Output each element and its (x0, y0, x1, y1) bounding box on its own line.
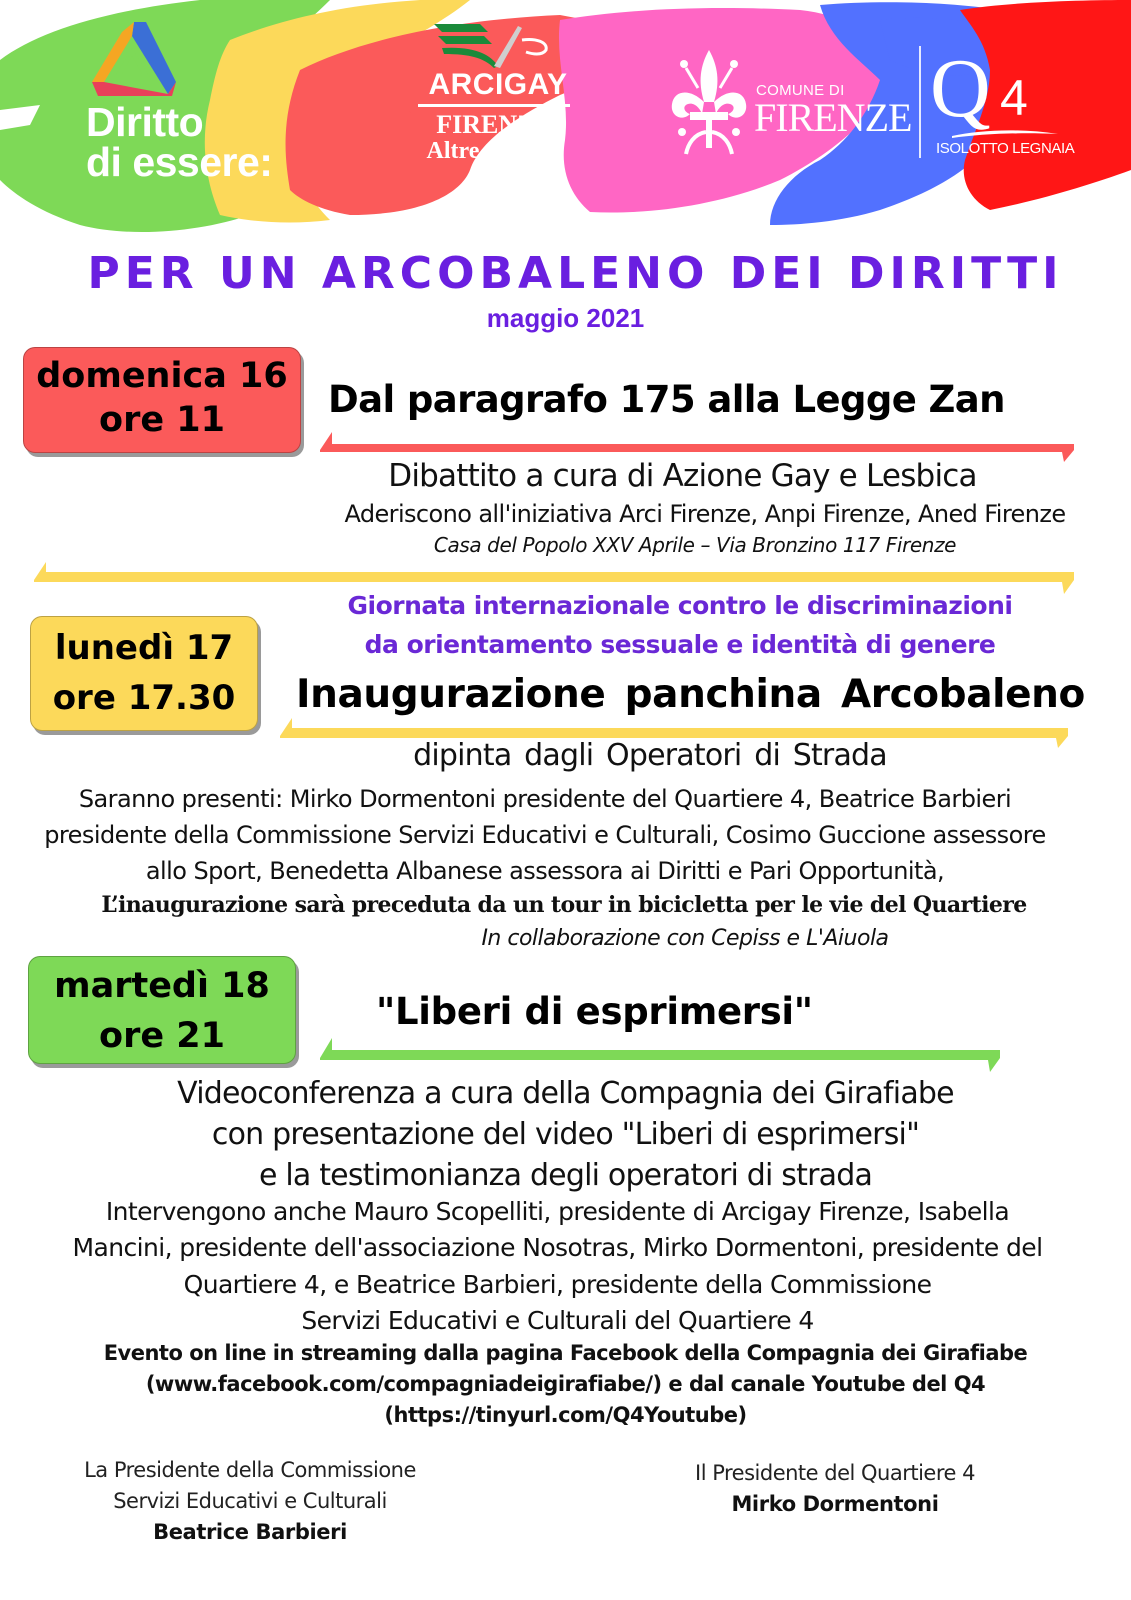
event3-speakers-line1: Intervengono anche Mauro Scopelliti, presidente di Arcigay Firenze, Isabella (105, 1197, 1010, 1226)
event2-collaboration: In collaborazione con Cepiss e L'Aiuola (481, 926, 889, 951)
event3-title: "Liberi di esprimersi" (376, 990, 813, 1033)
q4-swoosh-icon (950, 128, 1060, 140)
event1-adhesion: Aderiscono all'iniziativa Arci Firenze, Anpi Firenze, Aned Firenze (344, 500, 1066, 528)
fleur-de-lis-icon (668, 48, 750, 160)
arcigay-subtitle: Altre Sponde (426, 138, 562, 164)
q4-subtitle: ISOLOTTO LEGNAIA (936, 140, 1075, 157)
event3-streaming-youtube-link: (https://tinyurl.com/Q4Youtube) (384, 1403, 747, 1427)
signature-left-name: Beatrice Barbieri (153, 1520, 347, 1544)
event3-date-badge (28, 956, 296, 1064)
event3-date: martedì 18 (54, 966, 270, 1006)
arcigay-rule (418, 104, 570, 107)
event3-speakers-line4: Servizi Educativi e Culturali del Quartiere 4 (301, 1306, 814, 1335)
event2-presence-line3: allo Sport, Benedetta Albanese assessora ai Diritti e Pari Opportunità, (145, 857, 945, 885)
event2-date-badge (30, 616, 258, 731)
comune-line1: COMUNE DI (756, 82, 845, 99)
event3-arrow-underline (318, 1034, 1006, 1074)
diritto-logo-line2: di essere: (86, 139, 273, 185)
event1-title: Dal paragrafo 175 alla Legge Zan (328, 378, 1005, 421)
event3-speakers-line3: Quartiere 4, e Beatrice Barbieri, presidente della Commissione (183, 1270, 932, 1299)
signature-quartiere-president (630, 1458, 1040, 1520)
logo-q4-isolotto-legnaia (930, 42, 1120, 164)
event2-time: ore 17.30 (52, 678, 236, 718)
event1-description: Dibattito a cura di Azione Gay e Lesbica (388, 458, 977, 494)
page-title: PER UN ARCOBALENO DEI DIRITTI (87, 248, 1064, 299)
logo-comune-di-firenze (668, 48, 912, 168)
event2-occasion-line2: da orientamento sessuale e identità di genere (364, 630, 996, 659)
event3-description-line1: Videoconferenza a cura della Compagnia dei Girafiabe (177, 1076, 954, 1111)
q4-number: 4 (1000, 70, 1028, 126)
comune-line2: FIRENZE (754, 95, 912, 140)
signature-left-role-line2: Servizi Educativi e Culturali (113, 1489, 387, 1513)
event2-title: Inaugurazione panchina Arcobaleno (296, 672, 1085, 717)
signature-commission-president (40, 1455, 460, 1548)
logo-diritto-di-essere (86, 20, 286, 190)
event3-streaming-line1: Evento on line in streaming dalla pagina Facebook della Compagnia dei Girafiabe (103, 1341, 1028, 1365)
event1-time: ore 11 (99, 400, 225, 440)
event3-description-line3: e la testimonianza degli operatori di strada (258, 1158, 873, 1193)
arcigay-city: FIRENZE (436, 110, 552, 139)
q4-letter: Q (930, 42, 991, 135)
event2-date: lunedì 17 (54, 628, 234, 668)
event2-bike-tour-note: L’inaugurazione sarà preceduta da un tour in bicicletta per le vie del Quartiere (101, 892, 1027, 918)
event2-presence-line1: Saranno presenti: Mirko Dormentoni presidente del Quartiere 4, Beatrice Barbieri (78, 785, 1012, 813)
arcigay-name: ARCIGAY (428, 68, 568, 101)
signature-left-role-line1: La Presidente della Commissione (84, 1458, 416, 1482)
signature-right-role: Il Presidente del Quartiere 4 (695, 1461, 975, 1485)
diritto-logo-line1: Diritto (86, 99, 204, 145)
event1-date-badge (23, 347, 301, 453)
arcigay-wings-icon (424, 20, 574, 70)
page-subtitle-date: maggio 2021 (486, 303, 645, 333)
event1-location: Casa del Popolo XXV Aprile – Via Bronzino 117 Firenze (433, 533, 957, 557)
event3-streaming-facebook-link: (www.facebook.com/compagniadeigirafiabe/) e dal canale Youtube del Q4 (145, 1372, 986, 1396)
event2-occasion-line1: Giornata internazionale contro le discriminazioni (347, 591, 1013, 620)
penrose-triangle-icon (92, 20, 176, 96)
event2-presence-line2: presidente della Commissione Servizi Educativi e Culturali, Cosimo Guccione assessore (44, 821, 1046, 849)
event1-date: domenica 16 (36, 356, 288, 396)
logo-divider (919, 46, 921, 158)
header-banner (0, 0, 1131, 240)
event2-description: dipinta dagli Operatori di Strada (413, 738, 887, 773)
event3-time: ore 21 (99, 1016, 225, 1056)
signature-right-name: Mirko Dormentoni (731, 1492, 939, 1516)
event3-speakers-line2: Mancini, presidente dell'associazione Nosotras, Mirko Dormentoni, presidente del (72, 1233, 1043, 1262)
event3-description-line2: con presentazione del video "Liberi di esprimersi" (211, 1117, 920, 1152)
logo-arcigay (418, 20, 578, 170)
